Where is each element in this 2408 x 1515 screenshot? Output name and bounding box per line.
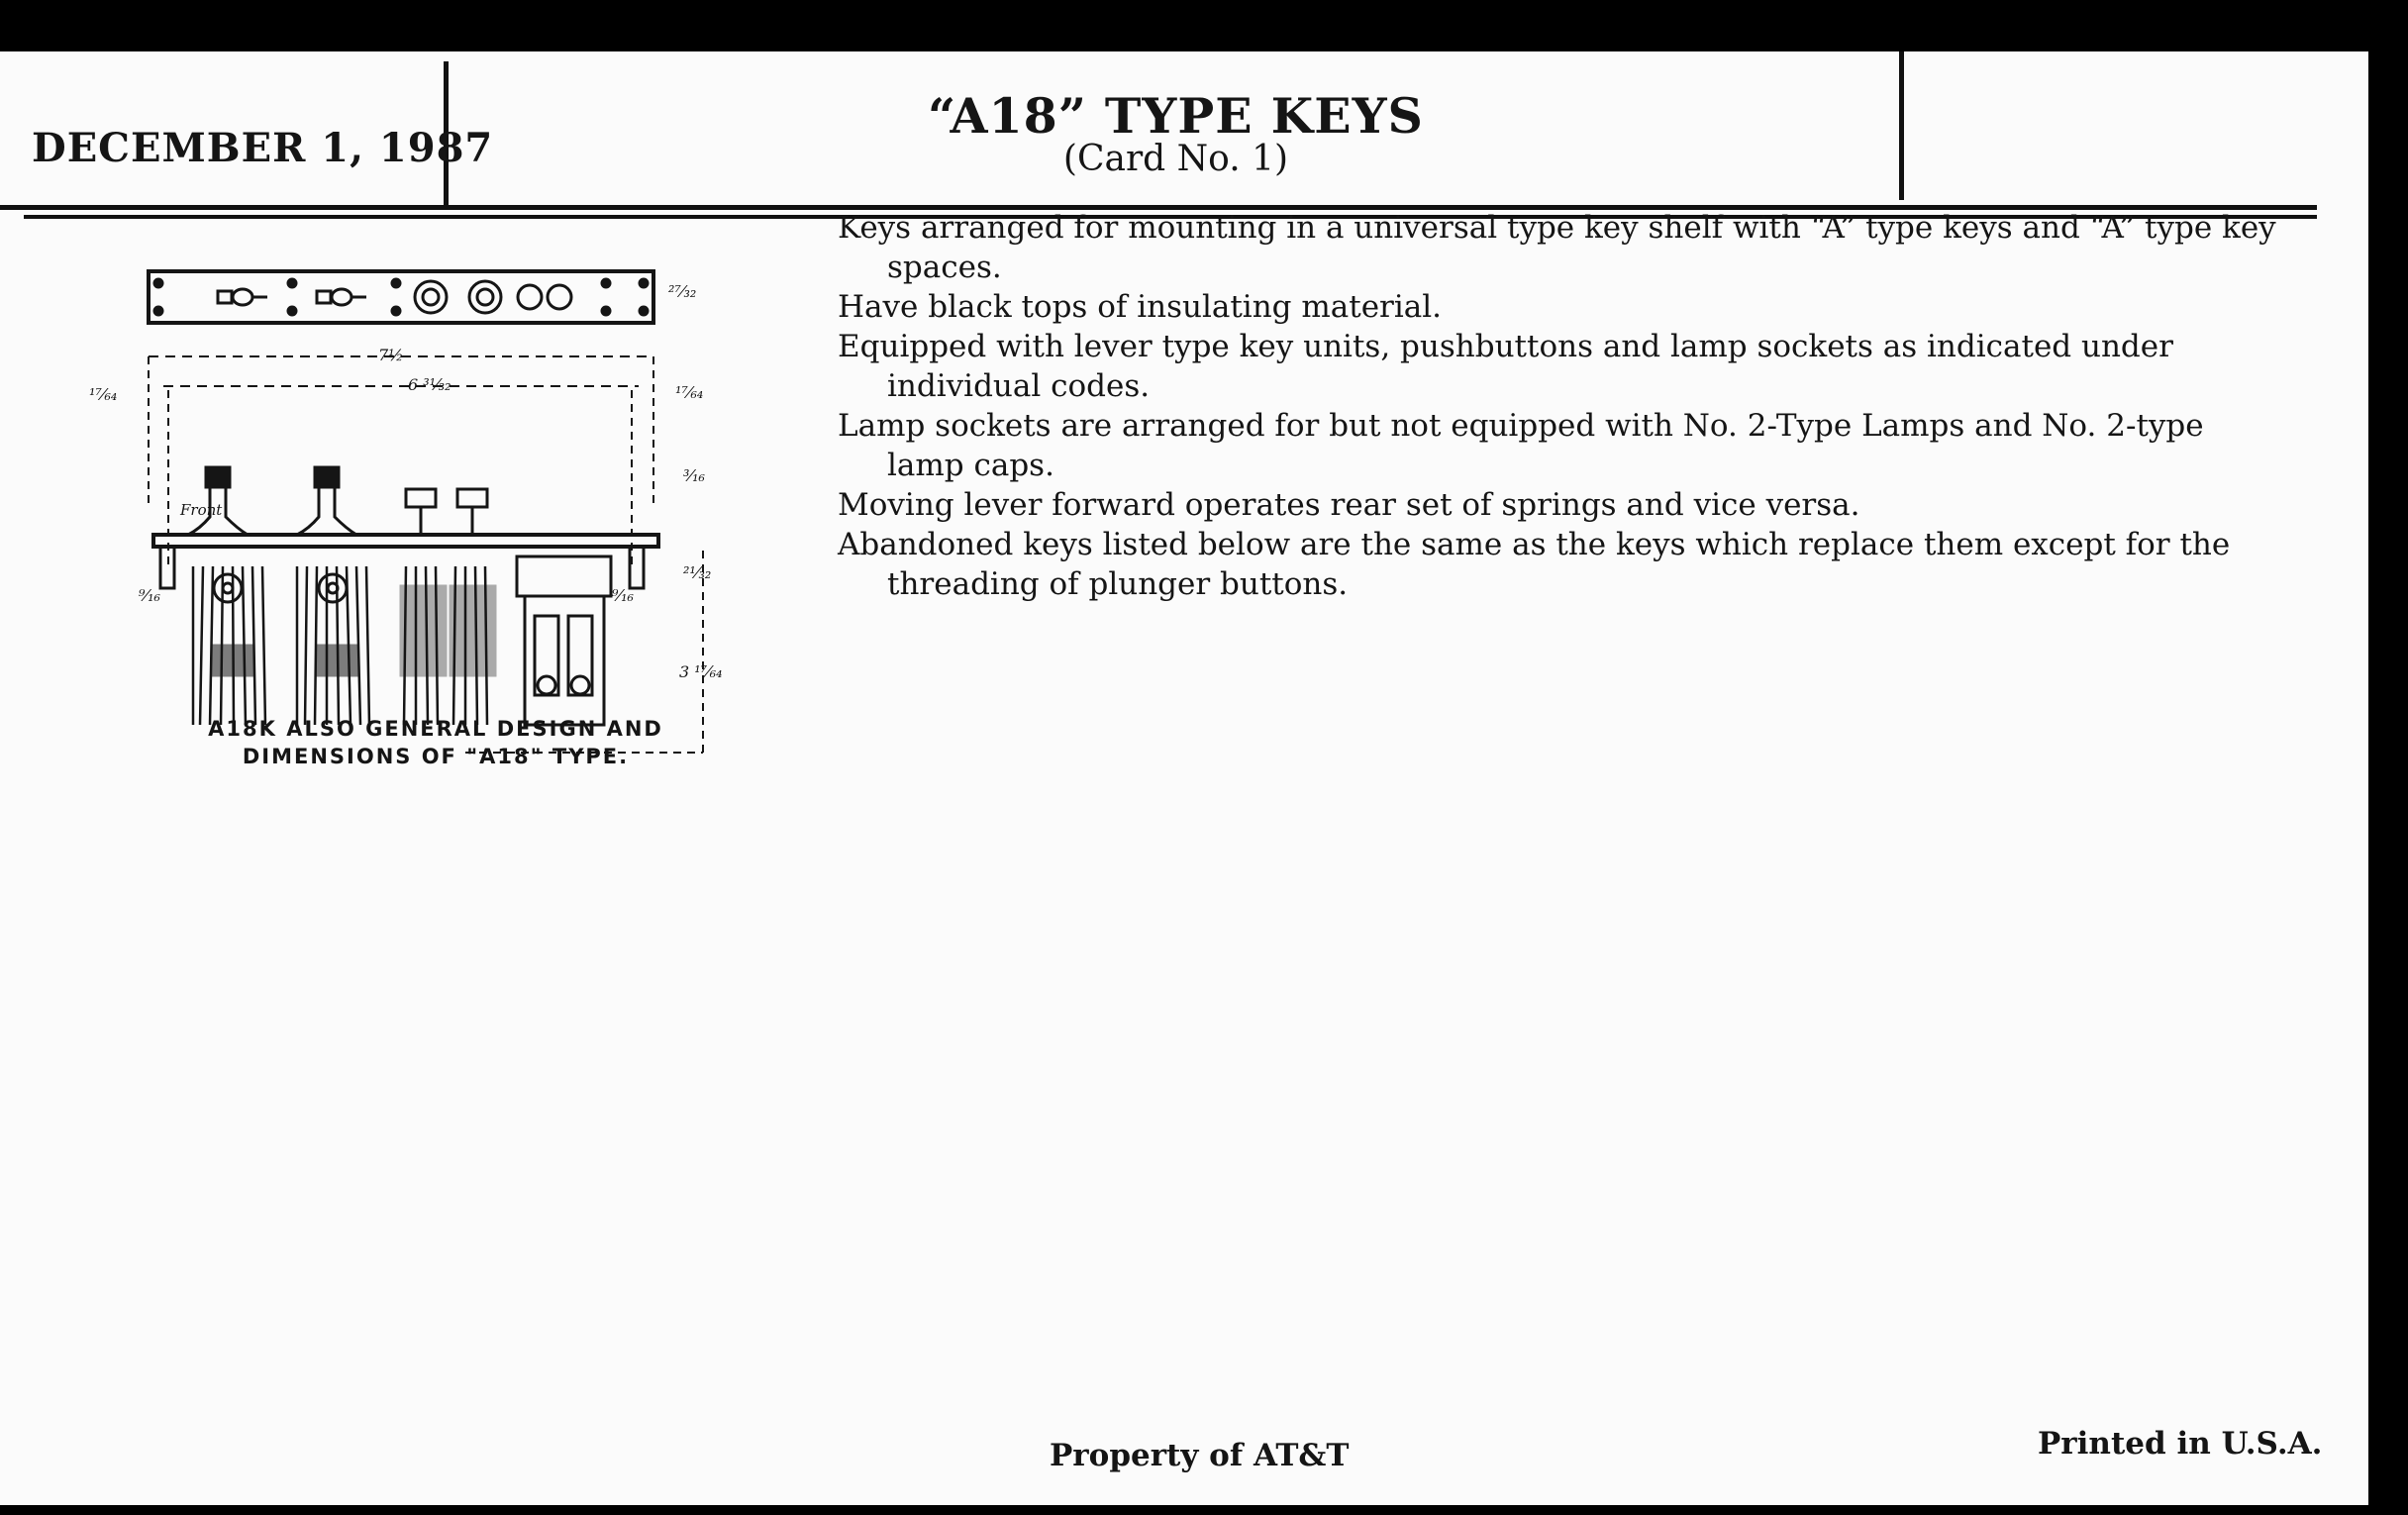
issue-date: DECEMBER 1, 1987: [32, 125, 494, 171]
paragraph: Moving lever forward operates rear set of springs and vice versa.: [838, 487, 1860, 523]
front-label: Front: [180, 501, 223, 519]
print-notice: Printed in U.S.A.: [2038, 1426, 2323, 1462]
ownership-notice: Property of AT&T: [1050, 1438, 1350, 1473]
svg-text:7½: 7½: [378, 346, 404, 364]
paragraph: Have black tops of insulating material.: [838, 289, 1443, 325]
caption-line: DIMENSIONS OF "A18" TYPE.: [242, 745, 630, 768]
svg-text:²¹⁄₃₂: ²¹⁄₃₂: [683, 563, 712, 582]
key-assembly-drawing: [89, 269, 723, 764]
caption-line: A18K ALSO GENERAL DESIGN AND: [208, 717, 663, 741]
figure-caption: [119, 715, 752, 770]
paragraph: Keys arranged for mounting in a universal type key shelf with “A” type keys and “A” type key spaces.: [838, 210, 2276, 285]
paragraph: Lamp sockets are arranged for but not equipped with No. 2-Type Lamps and No. 2-type lamp caps.: [838, 408, 2204, 483]
svg-text:⁹⁄₁₆: ⁹⁄₁₆: [139, 586, 160, 605]
svg-text:3 ¹⁷⁄₆₄: 3 ¹⁷⁄₆₄: [679, 662, 723, 681]
svg-text:²⁷⁄₃₂: ²⁷⁄₃₂: [668, 282, 697, 301]
description-text: [838, 208, 2278, 604]
paragraph: Equipped with lever type key units, pushbuttons and lamp sockets as indicated under individual codes.: [838, 329, 2173, 404]
svg-text:6 ³¹⁄₃₂: 6 ³¹⁄₃₂: [408, 375, 452, 394]
card-number: (Card No. 1): [1062, 139, 1289, 179]
svg-text:¹⁷⁄₆₄: ¹⁷⁄₆₄: [89, 385, 118, 404]
svg-text:⁹⁄₁₆: ⁹⁄₁₆: [612, 586, 634, 605]
svg-text:³⁄₁₆: ³⁄₁₆: [683, 466, 705, 485]
svg-text:¹⁷⁄₆₄: ¹⁷⁄₆₄: [675, 383, 704, 402]
page-title: “A18” TYPE KEYS: [928, 87, 1424, 145]
paragraph: Abandoned keys listed below are the same as the keys which replace them except for the threading of plunger buttons.: [838, 527, 2231, 602]
reference-card: [0, 51, 2368, 1505]
